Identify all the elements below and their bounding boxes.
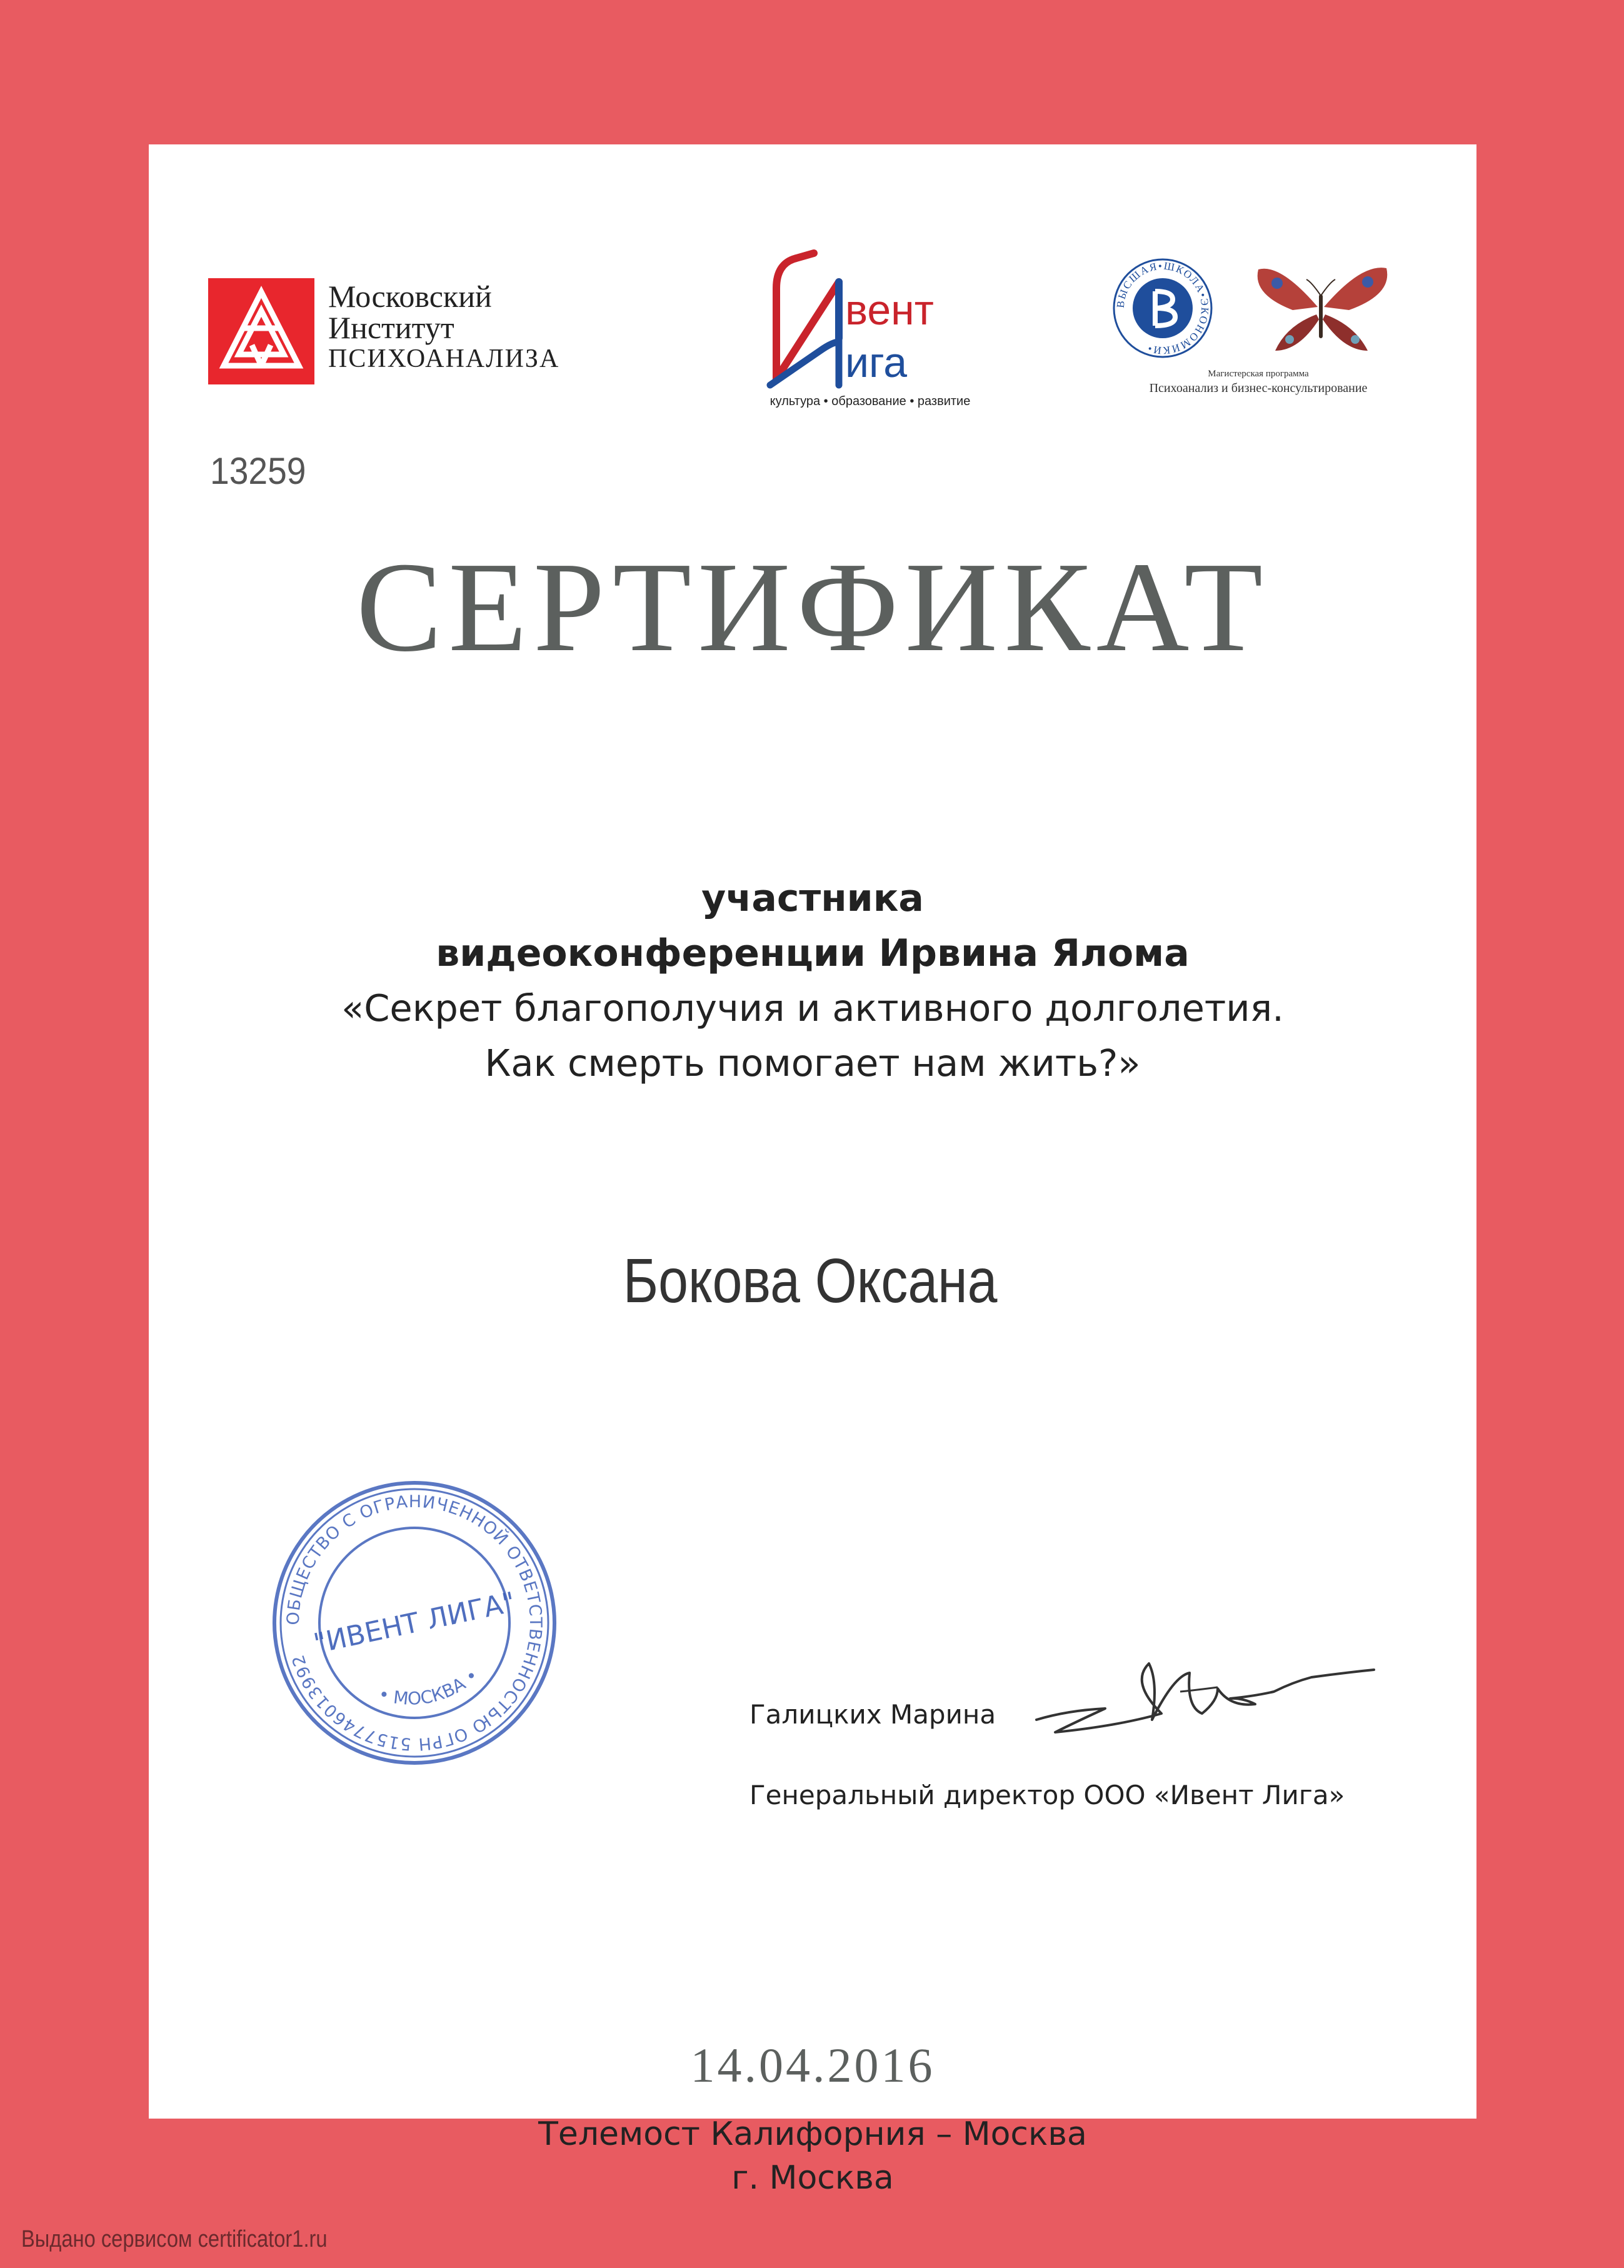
stamp-outer-text: ОБЩЕСТВО С ОГРАНИЧЕННОЙ ОТВЕТСТВЕННОСТЬЮ ОГРН 5157746013992 — [283, 1492, 546, 1754]
recipient-name — [149, 1243, 1476, 1318]
mip-triangle-icon — [208, 278, 314, 384]
topic-line-1: «Секрет благополучия и активного долголетия. — [341, 986, 1284, 1030]
event-date: 14.04.2016 — [690, 2038, 935, 2092]
certificate-title: СЕРТИФИКАТ — [356, 535, 1270, 678]
hse-caption-small: Магистерская программа — [1208, 369, 1309, 379]
butterfly-icon — [1258, 268, 1388, 351]
certificate-number: 13259 — [210, 450, 306, 492]
stamp-city-text: • МОСКВА • — [376, 1665, 483, 1709]
event-league-word-1: вент — [845, 286, 934, 334]
event-league-tagline: культура • образование • развитие — [769, 394, 971, 408]
signer-role: Генеральный директор ООО «Ивент Лига» — [749, 1780, 1345, 1810]
venue-line-2: г. Москва — [731, 2159, 894, 2197]
hse-emblem-icon — [1111, 257, 1405, 363]
svg-text:• МОСКВА • — [373, 1663, 485, 1718]
recipient-name-text: Бокова Оксана — [623, 1246, 998, 1316]
event-league-logo — [751, 244, 989, 413]
hse-caption — [1111, 367, 1405, 396]
handwritten-signature — [1030, 1638, 1380, 1757]
subtitle-line-1: участника — [701, 876, 924, 920]
mip-line-2: Институт — [328, 310, 454, 345]
subtitle-line-2: видеоконференции Ирвина Ялома — [436, 931, 1190, 975]
hse-ring-text: ВЫСШАЯ•ШКОЛА•ЭКОНОМИКИ• — [1114, 259, 1211, 357]
company-stamp — [268, 1476, 561, 1770]
hse-caption-main: Психоанализ и бизнес-консультирование — [1149, 381, 1368, 395]
mip-line-1: Московский — [328, 279, 492, 314]
issuer-footer: Выдано сервисом certificator1.ru — [21, 2226, 328, 2252]
event-venue — [149, 2112, 1476, 2200]
topic-line-2: Как смерть помогает нам жить?» — [484, 1041, 1141, 1085]
venue-line-1: Телемост Калифорния – Москва — [538, 2115, 1087, 2153]
mip-logo — [208, 278, 646, 384]
signer-name: Галицких Марина — [749, 1699, 996, 1730]
mip-wordmark — [328, 281, 559, 374]
certificate-sheet — [149, 144, 1476, 2197]
stamp-center-text: "ИВЕНТ ЛИГА" — [311, 1586, 518, 1660]
hse-program-logo — [1111, 257, 1405, 413]
mip-line-3: ПСИХОАНАЛИЗА — [328, 344, 560, 373]
event-league-word-2: ига — [845, 339, 908, 386]
certificate-subtitle — [149, 871, 1476, 1091]
